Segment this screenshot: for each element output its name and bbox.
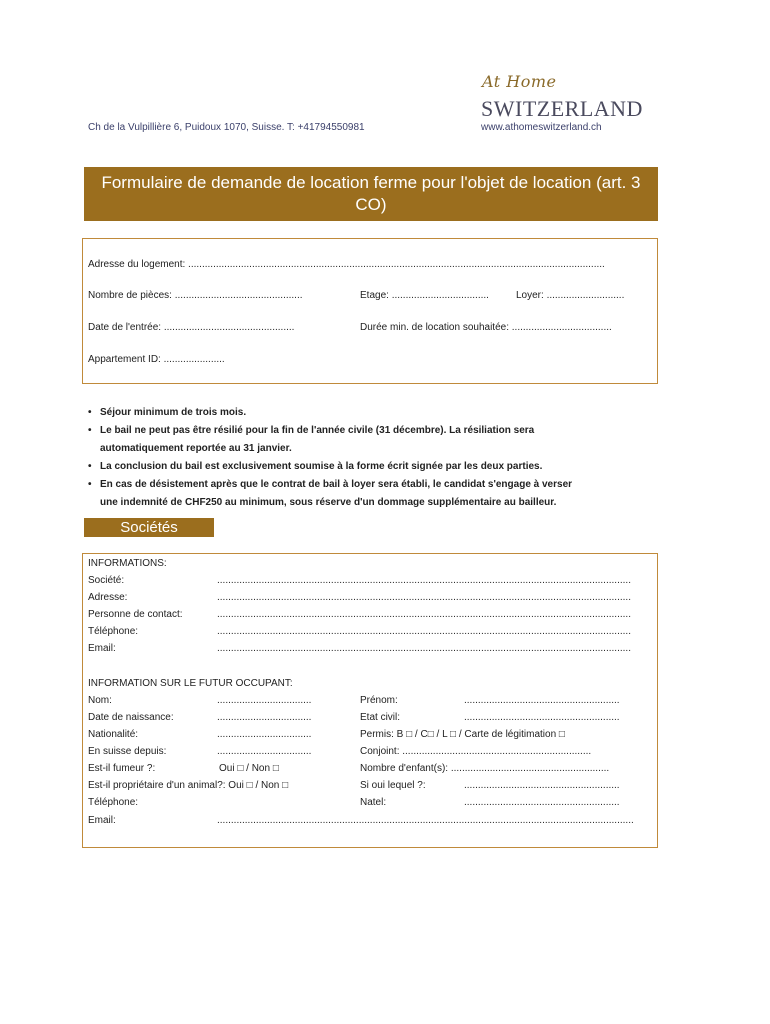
nombre-pieces-field[interactable]: Nombre de pièces: .............................................. [88,290,303,301]
adresse-logement-field[interactable]: Adresse du logement: ...................................................................................................................................................... [88,259,605,270]
contact-field[interactable]: ..................................................................................................................................................... [217,609,631,620]
suisse-depuis-field[interactable]: .................................. [217,746,312,757]
duree-location-field[interactable]: Durée min. de location souhaitée: .................................... [360,322,612,333]
si-oui-field[interactable]: ........................................................ [464,780,620,791]
animal-checkboxes[interactable]: Est-il propriétaire d'un animal?: Oui □ / Non □ [88,780,289,791]
natel-label: Natel: [360,797,387,808]
fumeur-label: Est-il fumeur ?: [88,763,156,774]
adresse-label: Adresse: [88,592,128,603]
condition-item-continued: une indemnité de CHF250 au minimum, sous réserve d'un dommage supplémentaire au bailleur. [100,497,557,508]
nationalite-field[interactable]: .................................. [217,729,312,740]
loyer-field[interactable]: Loyer: ............................ [516,290,625,301]
etat-civil-field[interactable]: ........................................................ [464,712,620,723]
telephone-field[interactable]: ..................................................................................................................................................... [217,626,631,637]
email-label: Email: [88,643,116,654]
suisse-depuis-label: En suisse depuis: [88,746,167,757]
occupant-telephone-label: Téléphone: [88,797,139,808]
form-title: Formulaire de demande de location ferme pour l'objet de location (art. 3 CO) [101,173,641,214]
nom-field[interactable]: .................................. [217,695,312,706]
telephone-label: Téléphone: [88,626,139,637]
societes-heading: Sociétés [84,518,214,537]
prenom-field[interactable]: ........................................................ [464,695,620,706]
societe-label: Société: [88,575,125,586]
logo-title: SWITZERLAND [481,96,643,121]
naissance-label: Date de naissance: [88,712,174,723]
permis-checkboxes[interactable]: Permis: B □ / C□ / L □ / Carte de légitimation □ [360,729,565,740]
condition-item: • La conclusion du bail est exclusivement soumise à la forme écrit signée par les deux parties. [88,458,648,476]
informations-label: INFORMATIONS: [88,558,167,569]
condition-item: • Le bail ne peut pas être résilié pour la fin de l'année civile (31 décembre). La résiliation sera [88,422,648,440]
etat-civil-label: Etat civil: [360,712,401,723]
condition-item: • Séjour minimum de trois mois. [88,404,648,422]
occupant-email-field[interactable]: ...................................................................................................................................................... [217,815,634,826]
fumeur-checkboxes[interactable]: Oui □ / Non □ [219,763,279,774]
logo-script: At Home [482,72,557,91]
enfants-field[interactable]: Nombre d'enfant(s): ......................................................... [360,763,610,774]
header-website[interactable]: www.athomeswitzerland.ch [481,122,602,133]
form-title-banner [84,167,658,221]
naissance-field[interactable]: .................................. [217,712,312,723]
header-address: Ch de la Vulpillière 6, Puidoux 1070, Suisse. T: +41794550981 [88,122,365,133]
occupant-email-label: Email: [88,815,116,826]
etage-field[interactable]: Etage: ................................... [360,290,489,301]
appartement-id-field[interactable]: Appartement ID: ...................... [88,354,225,365]
societe-field[interactable]: ..................................................................................................................................................... [217,575,631,586]
natel-field[interactable]: ........................................................ [464,797,620,808]
occupant-heading: INFORMATION SUR LE FUTUR OCCUPANT: [88,678,293,689]
contact-label: Personne de contact: [88,609,183,620]
adresse-field[interactable]: ..................................................................................................................................................... [217,592,631,603]
email-field[interactable]: ..................................................................................................................................................... [217,643,631,654]
condition-item: • En cas de désistement après que le contrat de bail à loyer sera établi, le candidat s'engage à verser [88,476,648,494]
date-entree-field[interactable]: Date de l'entrée: ............................................... [88,322,295,333]
nationalite-label: Nationalité: [88,729,139,740]
nom-label: Nom: [88,695,112,706]
si-oui-label: Si oui lequel ?: [360,780,426,791]
condition-item-continued: automatiquement reportée au 31 janvier. [100,443,292,454]
conjoint-field[interactable]: Conjoint: .................................................................... [360,746,592,757]
conditions-list [88,404,648,512]
prenom-label: Prénom: [360,695,398,706]
